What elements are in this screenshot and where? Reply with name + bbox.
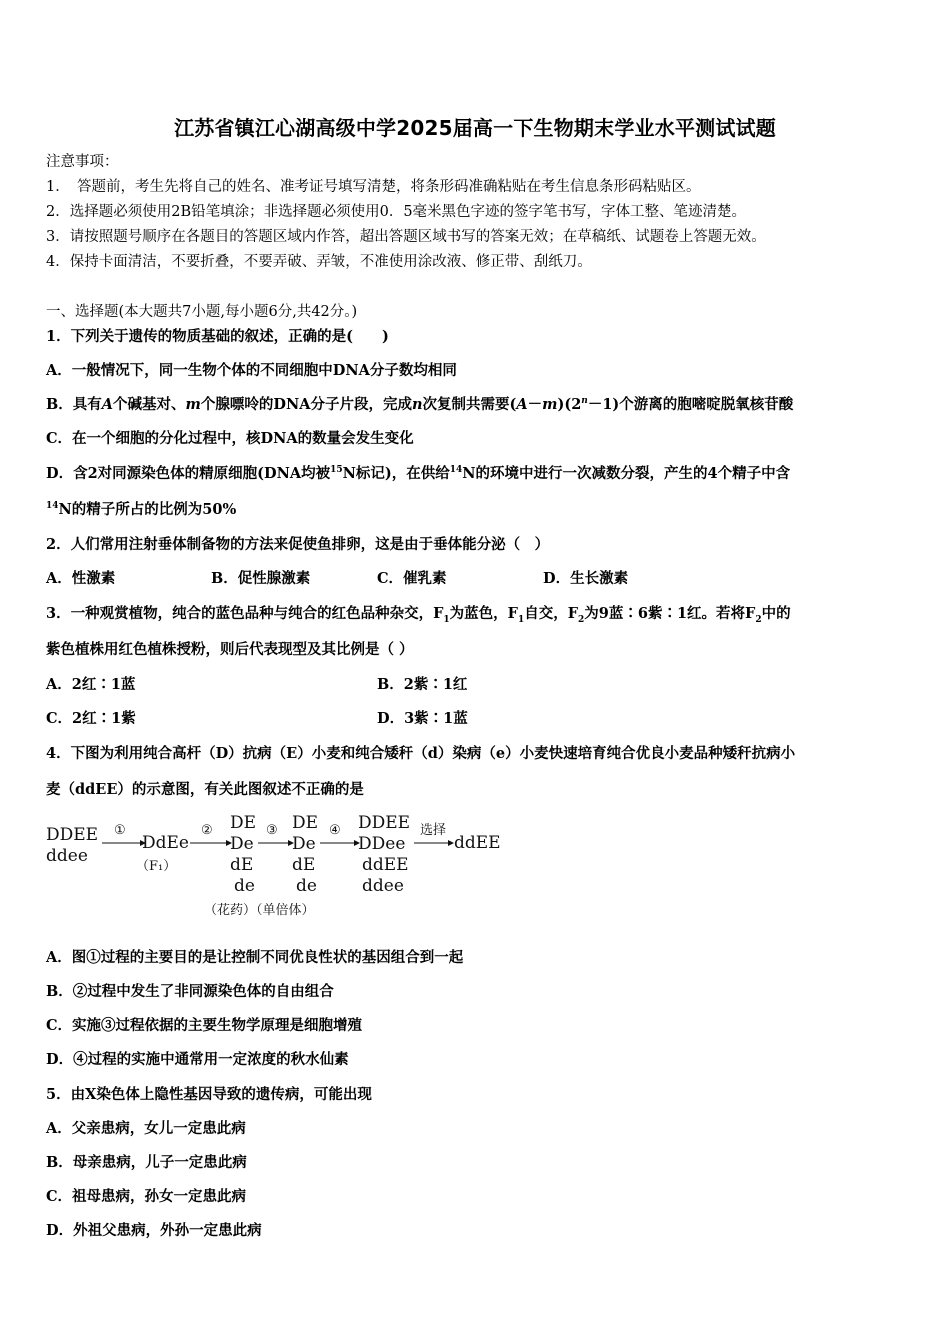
diagram-f1-label: （F₁）	[136, 859, 177, 874]
q4-option-b: B．②过程中发生了非同源染色体的自由组合	[46, 983, 334, 1000]
diagram-select-label: 选择	[420, 823, 447, 838]
q5-option-b: B．母亲患病，儿子一定患此病	[46, 1154, 247, 1171]
diagram-haploid-1: DE	[292, 813, 319, 833]
q1-option-c: C．在一个细胞的分化过程中，核DNA的数量会发生变化	[46, 430, 414, 447]
diagram-start-ddee-upper: DDEE	[46, 825, 99, 845]
q3-option-a: A．2红∶1蓝	[46, 676, 136, 693]
diagram-diploid-2: DDee	[358, 834, 406, 854]
q4-option-c: C．实施③过程依据的主要生物学原理是细胞增殖	[46, 1017, 363, 1034]
diagram-haploid-2: De	[292, 834, 316, 854]
q2-option-a: A．性激素	[46, 570, 116, 587]
diagram-step-4: ④	[329, 823, 341, 838]
q5-option-a: A．父亲患病，女儿一定患此病	[46, 1120, 246, 1137]
diagram-diploid-4: ddee	[362, 876, 404, 896]
diagram-bottom-label: （花药）（单倍体）	[204, 903, 315, 918]
q3-option-d: D．3紫∶1蓝	[377, 710, 468, 727]
q3-stem-cont: 紫色植株用红色植株授粉，则后代表现型及其比例是（ ）	[46, 641, 414, 658]
q4-stem-cont: 麦（ddEE）的示意图，有关此图叙述不正确的是	[46, 781, 364, 798]
notice-item-4: 4．保持卡面清洁，不要折叠，不要弄破、弄皱，不准使用涂改液、修正带、刮纸刀。	[46, 254, 592, 270]
diagram-haploid-4: de	[296, 876, 317, 896]
q1-option-a: A．一般情况下，同一生物个体的不同细胞中DNA分子数均相同	[46, 362, 457, 379]
q2-option-c: C．催乳素	[377, 570, 447, 587]
q4-option-d: D．④过程的实施中通常用一定浓度的秋水仙素	[46, 1051, 349, 1068]
diagram-f1: DdEe	[142, 833, 189, 853]
q1-option-d: D．含2对同源染色体的精原细胞(DNA均被$^{15}$N标记)，在供给$^{14}$N的环境中进行一次减数分裂，产生的4个精子中含	[46, 465, 791, 482]
q4-option-a: A．图①过程的主要目的是让控制不同优良性状的基因组合到一起	[46, 949, 464, 966]
diagram-step-2: ②	[201, 823, 213, 838]
notice-item-2: 2．选择题必须使用2B铅笔填涂；非选择题必须使用0．5毫米黑色字迹的签字笔书写，字体工整、笔迹清楚。	[46, 204, 747, 220]
diagram-step-1: ①	[114, 823, 126, 838]
q2-option-b: B．促性腺激素	[211, 570, 311, 587]
diagram-diploid-1: DDEE	[358, 813, 411, 833]
q1-option-d-cont: $^{14}$N的精子所占的比例为50%	[46, 501, 237, 518]
q5-option-d: D．外祖父患病，外孙一定患此病	[46, 1222, 262, 1239]
q3-stem: 3．一种观赏植物，纯合的蓝色品种与纯合的红色品种杂交，$F_1$为蓝色，$F_1$自交，$F_2$为9蓝∶6紫∶1红。若将$F_2$中的	[46, 605, 791, 625]
q5-stem: 5．由X染色体上隐性基因导致的遗传病，可能出现	[46, 1086, 372, 1103]
diagram-gamete-3: dE	[230, 855, 254, 875]
diagram-step-3: ③	[266, 823, 278, 838]
notice-heading: 注意事项：	[46, 154, 119, 170]
q1-option-b: B．具有A个碱基对、m个腺嘌呤的DNA分子片段，完成n次复制共需要$(A-m)(2^n-1)$个游离的胞嘧啶脱氧核苷酸	[46, 396, 794, 413]
q3-option-b: B．2紫∶1红	[377, 676, 468, 693]
diagram-result: ddEE	[454, 833, 501, 853]
q4-stem: 4．下图为利用纯合高杆（D）抗病（E）小麦和纯合矮秆（d）染病（e）小麦快速培育纯合优良小麦品种矮秆抗病小	[46, 745, 796, 762]
notice-item-1: 1． 答题前，考生先将自己的姓名、准考证号填写清楚，将条形码准确粘贴在考生信息条形码粘贴区。	[46, 179, 701, 195]
diagram-gamete-4: de	[234, 876, 255, 896]
diagram-gamete-1: DE	[230, 813, 257, 833]
notice-item-3: 3．请按照题号顺序在各题目的答题区域内作答，超出答题区域书写的答案无效；在草稿纸、试题卷上答题无效。	[46, 229, 766, 245]
breeding-diagram	[44, 812, 514, 924]
diagram-haploid-3: dE	[292, 855, 316, 875]
diagram-start-ddee-lower: ddee	[46, 846, 88, 866]
diagram-diploid-3: ddEE	[362, 855, 409, 875]
page-title: 江苏省镇江心湖高级中学2025届高一下生物期末学业水平测试试题	[174, 116, 776, 140]
q1-stem: 1．下列关于遗传的物质基础的叙述，正确的是( )	[46, 328, 389, 345]
section-heading: 一、选择题(本大题共7小题,每小题6分,共42分。)	[46, 304, 358, 320]
diagram-gamete-2: De	[230, 834, 254, 854]
q2-option-d: D．生长激素	[543, 570, 629, 587]
q2-stem: 2．人们常用注射垂体制备物的方法来促使鱼排卵，这是由于垂体能分泌（ ）	[46, 536, 550, 553]
q3-option-c: C．2红∶1紫	[46, 710, 136, 727]
q5-option-c: C．祖母患病，孙女一定患此病	[46, 1188, 247, 1205]
